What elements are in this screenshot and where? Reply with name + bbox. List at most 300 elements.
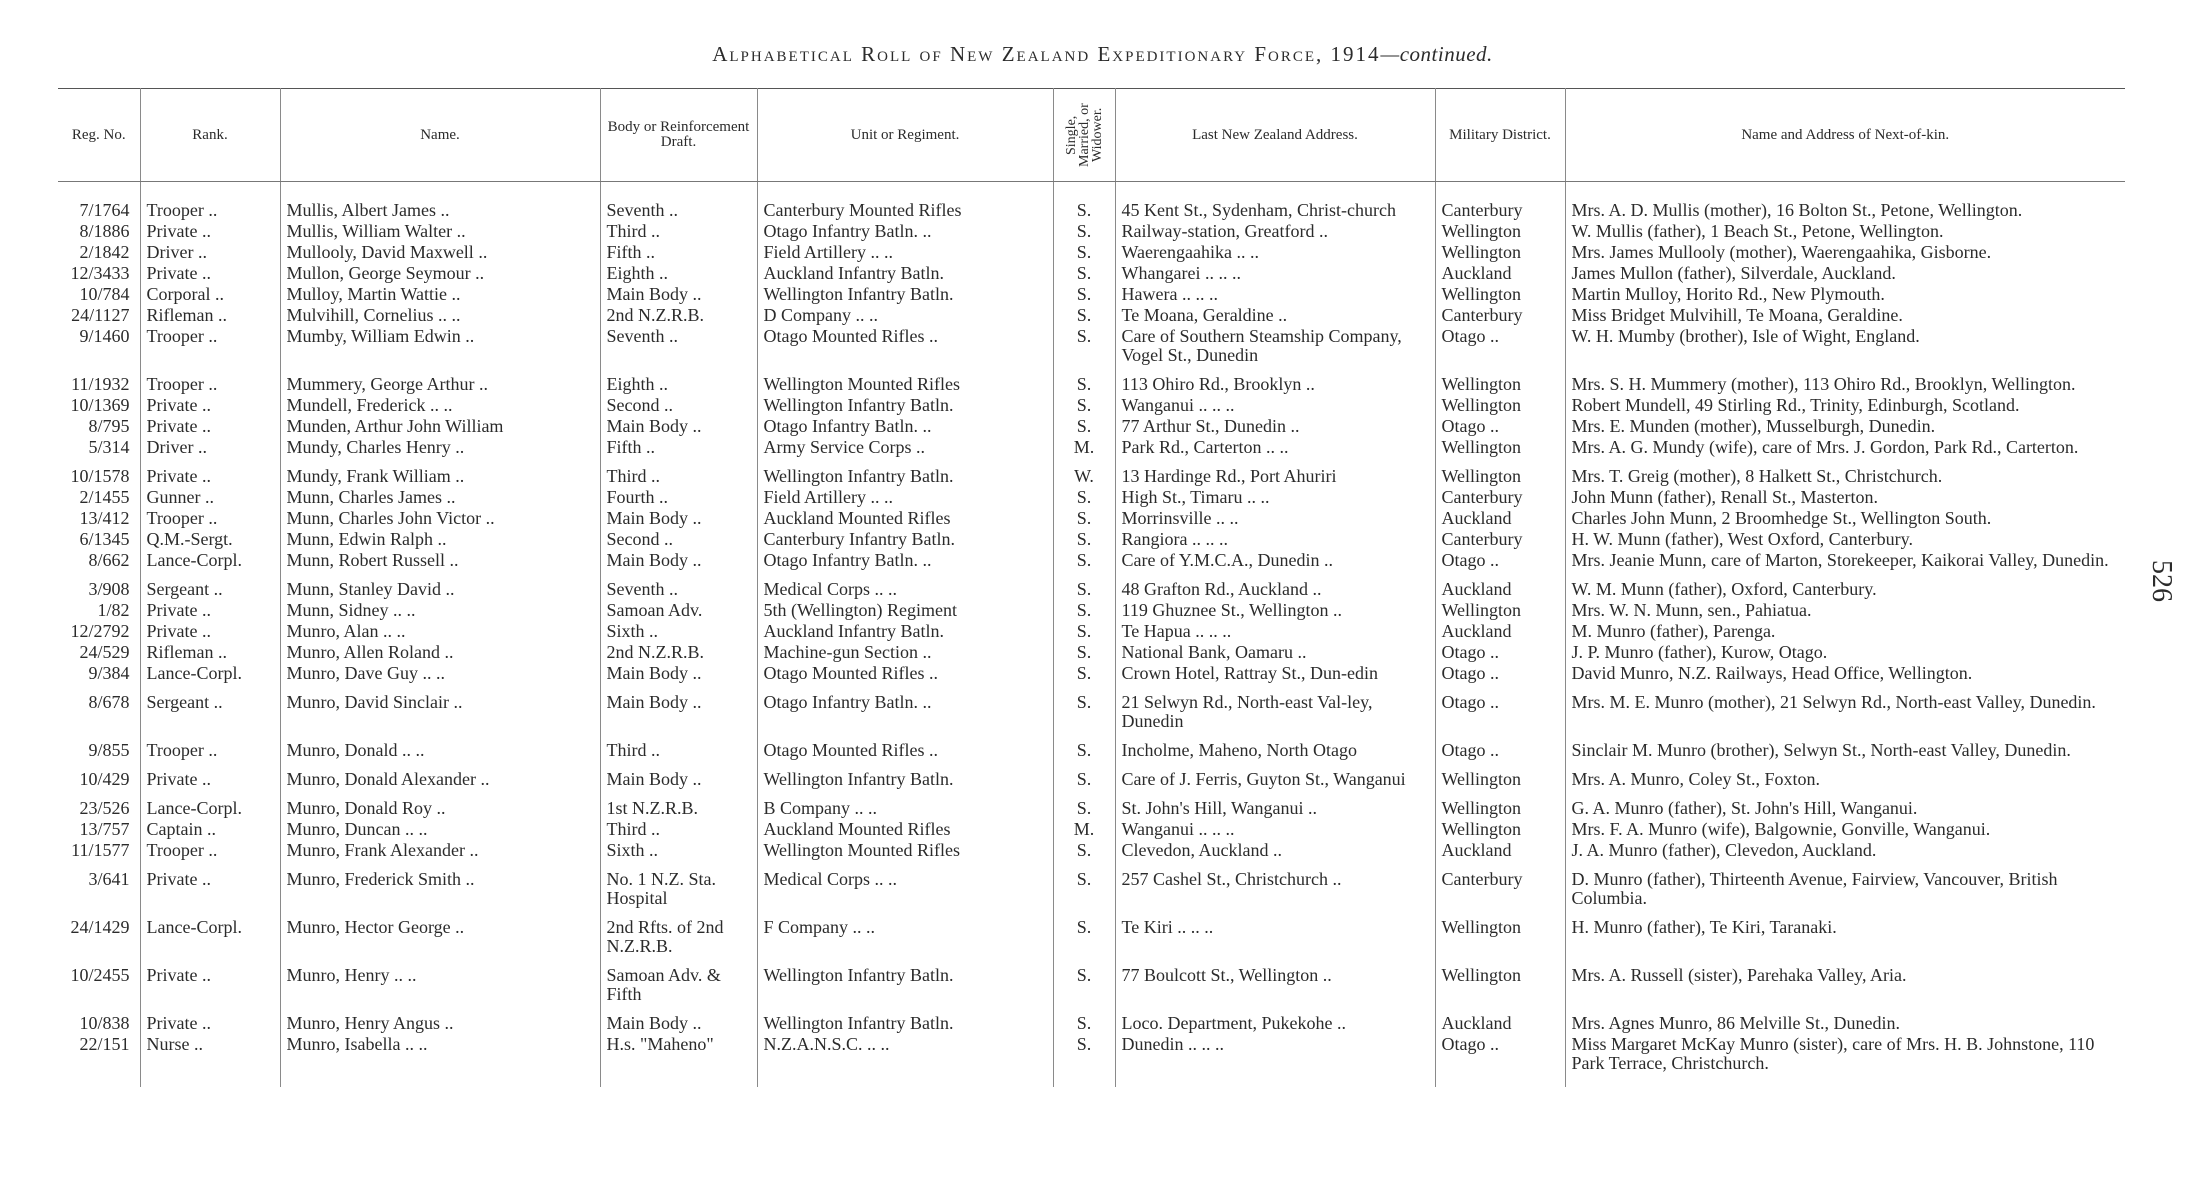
rank-cell: Sergeant .. <box>140 571 280 600</box>
reg-no-cell: 10/838 <box>79 1013 130 1033</box>
unit-cell: Otago Infantry Batln. .. <box>757 550 1053 571</box>
name-cell: Munn, Charles John Victor .. <box>280 508 600 529</box>
rank-cell: Driver .. <box>140 437 280 458</box>
reg-no-cell: 10/1578 <box>70 466 130 486</box>
rank-cell: Private .. <box>140 600 280 621</box>
district-cell: Wellington <box>1435 437 1565 458</box>
table-row <box>58 663 2125 684</box>
reg-no-cell: 8/678 <box>88 692 130 712</box>
name-cell: Munn, Edwin Ralph .. <box>280 529 600 550</box>
status-cell: S. <box>1053 909 1115 957</box>
address-cell: High St., Timaru .. .. <box>1115 487 1435 508</box>
name-cell: Munden, Arthur John William <box>280 416 600 437</box>
reg-no-cell: 12/2792 <box>70 621 130 641</box>
unit-cell: B Company .. .. <box>757 790 1053 819</box>
name-cell: Munro, Hector George .. <box>280 909 600 957</box>
table-row <box>58 684 2125 732</box>
unit-cell: Otago Mounted Rifles .. <box>757 326 1053 366</box>
status-cell: S. <box>1053 200 1115 221</box>
name-cell: Mundy, Charles Henry .. <box>280 437 600 458</box>
rank-cell: Private .. <box>140 861 280 909</box>
status-cell: S. <box>1053 263 1115 284</box>
rank-cell: Lance-Corpl. <box>140 663 280 684</box>
address-cell: Te Hapua .. .. .. <box>1115 621 1435 642</box>
status-cell: S. <box>1053 642 1115 663</box>
rank-cell: Private .. <box>140 395 280 416</box>
name-cell: Mundell, Frederick .. .. <box>280 395 600 416</box>
name-cell: Munro, Henry Angus .. <box>280 1005 600 1034</box>
address-cell: Railway-station, Greatford .. <box>1115 221 1435 242</box>
status-cell: S. <box>1053 508 1115 529</box>
page-title: Alphabetical Roll of New Zealand Expeditionary Force, 1914—continued. <box>712 42 1493 66</box>
unit-cell: Machine-gun Section .. <box>757 642 1053 663</box>
unit-cell: Otago Mounted Rifles .. <box>757 732 1053 761</box>
table-row <box>58 416 2125 437</box>
address-cell: Care of Southern Steamship Company, Vogel St., Dunedin <box>1115 326 1435 366</box>
reg-no-cell: 13/757 <box>79 819 130 839</box>
body-cell: Seventh .. <box>600 200 757 221</box>
unit-cell: Medical Corps .. .. <box>757 571 1053 600</box>
table-row <box>58 263 2125 284</box>
status-cell: S. <box>1053 861 1115 909</box>
address-cell: Rangiora .. .. .. <box>1115 529 1435 550</box>
body-cell: Eighth .. <box>600 366 757 395</box>
next-of-kin-cell: Mrs. Jeanie Munn, care of Marton, Storekeeper, Kaikorai Valley, Dunedin. <box>1565 550 2125 571</box>
status-cell: M. <box>1053 437 1115 458</box>
header-name: Name. <box>280 89 600 182</box>
district-cell: Wellington <box>1435 284 1565 305</box>
next-of-kin-cell: James Mullon (father), Silverdale, Auckland. <box>1565 263 2125 284</box>
district-cell: Canterbury <box>1435 305 1565 326</box>
address-cell: Dunedin .. .. .. <box>1115 1034 1435 1087</box>
address-cell: 13 Hardinge Rd., Port Ahuriri <box>1115 458 1435 487</box>
name-cell: Munro, Henry .. .. <box>280 957 600 1005</box>
spacer-cell <box>280 182 600 201</box>
table-row <box>58 395 2125 416</box>
body-cell: Main Body .. <box>600 761 757 790</box>
header-rank: Rank. <box>140 89 280 182</box>
address-cell: Wanganui .. .. .. <box>1115 395 1435 416</box>
district-cell: Auckland <box>1435 571 1565 600</box>
reg-no-cell: 12/3433 <box>70 263 130 283</box>
reg-no-cell: 10/784 <box>79 284 130 304</box>
rank-cell: Trooper .. <box>140 840 280 861</box>
status-cell: S. <box>1053 284 1115 305</box>
unit-cell: Otago Infantry Batln. .. <box>757 221 1053 242</box>
reg-no-cell: 2/1842 <box>79 242 130 262</box>
status-cell: S. <box>1053 761 1115 790</box>
address-cell: Crown Hotel, Rattray St., Dun-edin <box>1115 663 1435 684</box>
body-cell: Second .. <box>600 395 757 416</box>
table-row <box>58 529 2125 550</box>
name-cell: Munro, Alan .. .. <box>280 621 600 642</box>
unit-cell: Otago Mounted Rifles .. <box>757 663 1053 684</box>
name-cell: Munro, Isabella .. .. <box>280 1034 600 1087</box>
name-cell: Munn, Robert Russell .. <box>280 550 600 571</box>
body-cell: Sixth .. <box>600 840 757 861</box>
unit-cell: Auckland Infantry Batln. <box>757 263 1053 284</box>
district-cell: Wellington <box>1435 395 1565 416</box>
unit-cell: D Company .. .. <box>757 305 1053 326</box>
name-cell: Mullis, Albert James .. <box>280 200 600 221</box>
district-cell: Auckland <box>1435 508 1565 529</box>
address-cell: 45 Kent St., Sydenham, Christ-church <box>1115 200 1435 221</box>
district-cell: Otago .. <box>1435 416 1565 437</box>
rank-cell: Rifleman .. <box>140 642 280 663</box>
header-address: Last New Zealand Address. <box>1115 89 1435 182</box>
header-row <box>58 89 2125 182</box>
table-row <box>58 458 2125 487</box>
next-of-kin-cell: W. Mullis (father), 1 Beach St., Petone, Wellington. <box>1565 221 2125 242</box>
rank-cell: Private .. <box>140 957 280 1005</box>
reg-no-cell: 23/526 <box>79 798 130 818</box>
address-cell: Whangarei .. .. .. <box>1115 263 1435 284</box>
body-cell: No. 1 N.Z. Sta. Hospital <box>600 861 757 909</box>
name-cell: Munro, Allen Roland .. <box>280 642 600 663</box>
next-of-kin-cell: Mrs. T. Greig (mother), 8 Halkett St., Christchurch. <box>1565 458 2125 487</box>
next-of-kin-cell: Miss Bridget Mulvihill, Te Moana, Geraldine. <box>1565 305 2125 326</box>
name-cell: Mumby, William Edwin .. <box>280 326 600 366</box>
body-cell: Main Body .. <box>600 416 757 437</box>
rank-cell: Rifleman .. <box>140 305 280 326</box>
roll-table <box>58 88 2125 1087</box>
address-cell: Wanganui .. .. .. <box>1115 819 1435 840</box>
unit-cell: Wellington Infantry Batln. <box>757 1005 1053 1034</box>
unit-cell: Wellington Infantry Batln. <box>757 395 1053 416</box>
next-of-kin-cell: Mrs. Agnes Munro, 86 Melville St., Dunedin. <box>1565 1005 2125 1034</box>
next-of-kin-cell: Mrs. A. Russell (sister), Parehaka Valley, Aria. <box>1565 957 2125 1005</box>
address-cell: Waerengaahika .. .. <box>1115 242 1435 263</box>
name-cell: Mummery, George Arthur .. <box>280 366 600 395</box>
unit-cell: Field Artillery .. .. <box>757 487 1053 508</box>
rank-cell: Lance-Corpl. <box>140 909 280 957</box>
table-row <box>58 284 2125 305</box>
header-reg-no: Reg. No. <box>58 89 140 182</box>
reg-no-cell: 24/1127 <box>71 305 130 325</box>
next-of-kin-cell: W. H. Mumby (brother), Isle of Wight, England. <box>1565 326 2125 366</box>
district-cell: Auckland <box>1435 1005 1565 1034</box>
unit-cell: Field Artillery .. .. <box>757 242 1053 263</box>
address-cell: Care of J. Ferris, Guyton St., Wanganui <box>1115 761 1435 790</box>
next-of-kin-cell: Mrs. A. G. Mundy (wife), care of Mrs. J. Gordon, Park Rd., Carterton. <box>1565 437 2125 458</box>
address-cell: Hawera .. .. .. <box>1115 284 1435 305</box>
body-cell: Samoan Adv. <box>600 600 757 621</box>
status-cell: S. <box>1053 487 1115 508</box>
reg-no-cell: 8/1886 <box>79 221 130 241</box>
district-cell: Wellington <box>1435 458 1565 487</box>
reg-no-cell: 11/1932 <box>71 374 130 394</box>
spacer-cell <box>58 182 140 201</box>
address-cell: Care of Y.M.C.A., Dunedin .. <box>1115 550 1435 571</box>
body-cell: Fifth .. <box>600 242 757 263</box>
status-cell: S. <box>1053 1034 1115 1087</box>
table-row <box>58 571 2125 600</box>
reg-no-cell: 10/1369 <box>70 395 130 415</box>
status-cell: S. <box>1053 600 1115 621</box>
next-of-kin-cell: H. Munro (father), Te Kiri, Taranaki. <box>1565 909 2125 957</box>
address-cell: Incholme, Maheno, North Otago <box>1115 732 1435 761</box>
rank-cell: Captain .. <box>140 819 280 840</box>
district-cell: Canterbury <box>1435 861 1565 909</box>
rank-cell: Driver .. <box>140 242 280 263</box>
reg-no-cell: 11/1577 <box>71 840 130 860</box>
spacer-cell <box>757 182 1053 201</box>
status-cell: S. <box>1053 663 1115 684</box>
address-cell: 48 Grafton Rd., Auckland .. <box>1115 571 1435 600</box>
next-of-kin-cell: Mrs. M. E. Munro (mother), 21 Selwyn Rd., North-east Valley, Dunedin. <box>1565 684 2125 732</box>
table-row <box>58 437 2125 458</box>
next-of-kin-cell: Mrs. E. Munden (mother), Musselburgh, Dunedin. <box>1565 416 2125 437</box>
spacer-cell <box>1053 182 1115 201</box>
body-cell: 1st N.Z.R.B. <box>600 790 757 819</box>
body-cell: 2nd N.Z.R.B. <box>600 305 757 326</box>
district-cell: Wellington <box>1435 819 1565 840</box>
name-cell: Munn, Sidney .. .. <box>280 600 600 621</box>
reg-no-cell: 22/151 <box>79 1034 130 1054</box>
table-row <box>58 819 2125 840</box>
rank-cell: Trooper .. <box>140 326 280 366</box>
address-cell: 77 Arthur St., Dunedin .. <box>1115 416 1435 437</box>
reg-no-cell: 13/412 <box>79 508 130 528</box>
table-row <box>58 642 2125 663</box>
reg-no-cell: 10/2455 <box>70 965 130 985</box>
next-of-kin-cell: Miss Margaret McKay Munro (sister), care of Mrs. H. B. Johnstone, 110 Park Terrace, Christchurch. <box>1565 1034 2125 1087</box>
name-cell: Munro, Frank Alexander .. <box>280 840 600 861</box>
reg-no-cell: 9/855 <box>88 740 130 760</box>
unit-cell: Auckland Mounted Rifles <box>757 508 1053 529</box>
body-cell: Seventh .. <box>600 571 757 600</box>
district-cell: Wellington <box>1435 761 1565 790</box>
address-cell: St. John's Hill, Wanganui .. <box>1115 790 1435 819</box>
next-of-kin-cell: M. Munro (father), Parenga. <box>1565 621 2125 642</box>
district-cell: Canterbury <box>1435 529 1565 550</box>
rank-cell: Trooper .. <box>140 366 280 395</box>
unit-cell: Medical Corps .. .. <box>757 861 1053 909</box>
body-cell: Main Body .. <box>600 684 757 732</box>
reg-no-cell: 1/82 <box>97 600 130 620</box>
status-cell: S. <box>1053 529 1115 550</box>
district-cell: Wellington <box>1435 790 1565 819</box>
body-cell: Seventh .. <box>600 326 757 366</box>
table-row <box>58 200 2125 221</box>
address-cell: Morrinsville .. .. <box>1115 508 1435 529</box>
next-of-kin-cell: John Munn (father), Renall St., Masterton. <box>1565 487 2125 508</box>
reg-no-cell: 3/641 <box>88 869 130 889</box>
address-cell: 113 Ohiro Rd., Brooklyn .. <box>1115 366 1435 395</box>
rank-cell: Lance-Corpl. <box>140 790 280 819</box>
header-body: Body or Reinforcement Draft. <box>600 89 757 182</box>
district-cell: Auckland <box>1435 621 1565 642</box>
body-cell: 2nd N.Z.R.B. <box>600 642 757 663</box>
body-cell: Sixth .. <box>600 621 757 642</box>
reg-no-cell: 3/908 <box>88 579 130 599</box>
next-of-kin-cell: Robert Mundell, 49 Stirling Rd., Trinity, Edinburgh, Scotland. <box>1565 395 2125 416</box>
reg-no-cell: 8/795 <box>88 416 130 436</box>
unit-cell: Otago Infantry Batln. .. <box>757 416 1053 437</box>
name-cell: Mullooly, David Maxwell .. <box>280 242 600 263</box>
table-row <box>58 550 2125 571</box>
body-cell: Main Body .. <box>600 508 757 529</box>
header-status: Single, Married, or Widower. <box>1053 89 1115 182</box>
district-cell: Wellington <box>1435 909 1565 957</box>
status-cell: S. <box>1053 305 1115 326</box>
body-cell: Third .. <box>600 732 757 761</box>
unit-cell: 5th (Wellington) Regiment <box>757 600 1053 621</box>
table-row <box>58 305 2125 326</box>
district-cell: Auckland <box>1435 840 1565 861</box>
status-cell: S. <box>1053 684 1115 732</box>
status-cell: S. <box>1053 242 1115 263</box>
body-cell: Eighth .. <box>600 263 757 284</box>
body-cell: Third .. <box>600 819 757 840</box>
body-cell: Third .. <box>600 458 757 487</box>
table-row <box>58 732 2125 761</box>
address-cell: Te Moana, Geraldine .. <box>1115 305 1435 326</box>
district-cell: Wellington <box>1435 600 1565 621</box>
district-cell: Wellington <box>1435 221 1565 242</box>
table-row <box>58 508 2125 529</box>
status-cell: M. <box>1053 819 1115 840</box>
status-cell: S. <box>1053 550 1115 571</box>
address-cell: Clevedon, Auckland .. <box>1115 840 1435 861</box>
reg-no-cell: 24/529 <box>79 642 130 662</box>
body-cell: Main Body .. <box>600 550 757 571</box>
unit-cell: Otago Infantry Batln. .. <box>757 684 1053 732</box>
district-cell: Otago .. <box>1435 684 1565 732</box>
rank-cell: Private .. <box>140 263 280 284</box>
next-of-kin-cell: Mrs. James Mullooly (mother), Waerengaahika, Gisborne. <box>1565 242 2125 263</box>
next-of-kin-cell: Mrs. A. Munro, Coley St., Foxton. <box>1565 761 2125 790</box>
address-cell: Loco. Department, Pukekohe .. <box>1115 1005 1435 1034</box>
rank-cell: Private .. <box>140 221 280 242</box>
body-cell: Fifth .. <box>600 437 757 458</box>
next-of-kin-cell: Mrs. F. A. Munro (wife), Balgownie, Gonville, Wanganui. <box>1565 819 2125 840</box>
rank-cell: Corporal .. <box>140 284 280 305</box>
spacer-cell <box>1435 182 1565 201</box>
next-of-kin-cell: W. M. Munn (father), Oxford, Canterbury. <box>1565 571 2125 600</box>
next-of-kin-cell: J. P. Munro (father), Kurow, Otago. <box>1565 642 2125 663</box>
address-cell: 77 Boulcott St., Wellington .. <box>1115 957 1435 1005</box>
rank-cell: Q.M.-Sergt. <box>140 529 280 550</box>
body-cell: Fourth .. <box>600 487 757 508</box>
header-district: Military District. <box>1435 89 1565 182</box>
status-cell: S. <box>1053 732 1115 761</box>
unit-cell: Wellington Infantry Batln. <box>757 761 1053 790</box>
next-of-kin-cell: D. Munro (father), Thirteenth Avenue, Fairview, Vancouver, British Columbia. <box>1565 861 2125 909</box>
name-cell: Munn, Charles James .. <box>280 487 600 508</box>
name-cell: Mullon, George Seymour .. <box>280 263 600 284</box>
unit-cell: F Company .. .. <box>757 909 1053 957</box>
reg-no-cell: 9/384 <box>88 663 130 683</box>
address-cell: National Bank, Oamaru .. <box>1115 642 1435 663</box>
district-cell: Auckland <box>1435 263 1565 284</box>
district-cell: Canterbury <box>1435 200 1565 221</box>
district-cell: Otago .. <box>1435 732 1565 761</box>
status-cell: W. <box>1053 458 1115 487</box>
status-cell: S. <box>1053 1005 1115 1034</box>
table-row <box>58 840 2125 861</box>
table-row <box>58 1005 2125 1034</box>
rank-cell: Nurse .. <box>140 1034 280 1087</box>
name-cell: Munro, Donald Roy .. <box>280 790 600 819</box>
reg-no-cell: 7/1764 <box>79 200 130 220</box>
reg-no-cell: 10/429 <box>79 769 130 789</box>
table-row <box>58 326 2125 366</box>
spacer-cell <box>140 182 280 201</box>
unit-cell: Canterbury Infantry Batln. <box>757 529 1053 550</box>
status-cell: S. <box>1053 571 1115 600</box>
name-cell: Munro, Donald .. .. <box>280 732 600 761</box>
name-cell: Mullis, William Walter .. <box>280 221 600 242</box>
reg-no-cell: 24/1429 <box>70 917 130 937</box>
name-cell: Mulloy, Martin Wattie .. <box>280 284 600 305</box>
next-of-kin-cell: Mrs. S. H. Mummery (mother), 113 Ohiro Rd., Brooklyn, Wellington. <box>1565 366 2125 395</box>
unit-cell: N.Z.A.N.S.C. .. .. <box>757 1034 1053 1087</box>
table-row <box>58 366 2125 395</box>
name-cell: Mundy, Frank William .. <box>280 458 600 487</box>
table-row <box>58 909 2125 957</box>
unit-cell: Wellington Mounted Rifles <box>757 366 1053 395</box>
spacer-cell <box>1565 182 2125 201</box>
address-cell: 21 Selwyn Rd., North-east Val-ley, Dunedin <box>1115 684 1435 732</box>
name-cell: Munro, David Sinclair .. <box>280 684 600 732</box>
rank-cell: Sergeant .. <box>140 684 280 732</box>
body-cell: Second .. <box>600 529 757 550</box>
reg-no-cell: 6/1345 <box>79 529 130 549</box>
status-cell: S. <box>1053 840 1115 861</box>
address-cell: 257 Cashel St., Christchurch .. <box>1115 861 1435 909</box>
name-cell: Munro, Donald Alexander .. <box>280 761 600 790</box>
table-row <box>58 487 2125 508</box>
unit-cell: Auckland Mounted Rifles <box>757 819 1053 840</box>
name-cell: Mulvihill, Cornelius .. .. <box>280 305 600 326</box>
body-cell: H.s. "Maheno" <box>600 1034 757 1087</box>
rank-cell: Private .. <box>140 416 280 437</box>
reg-no-cell: 9/1460 <box>79 326 130 346</box>
table-row <box>58 221 2125 242</box>
header-next-of-kin: Name and Address of Next-of-kin. <box>1565 89 2125 182</box>
name-cell: Munn, Stanley David .. <box>280 571 600 600</box>
next-of-kin-cell: J. A. Munro (father), Clevedon, Auckland. <box>1565 840 2125 861</box>
district-cell: Otago .. <box>1435 663 1565 684</box>
district-cell: Otago .. <box>1435 550 1565 571</box>
name-cell: Munro, Duncan .. .. <box>280 819 600 840</box>
district-cell: Canterbury <box>1435 487 1565 508</box>
status-cell: S. <box>1053 326 1115 366</box>
rank-cell: Trooper .. <box>140 200 280 221</box>
body-cell: Main Body .. <box>600 284 757 305</box>
roll-body <box>58 182 2125 1088</box>
district-cell: Wellington <box>1435 242 1565 263</box>
table-row <box>58 761 2125 790</box>
status-cell: S. <box>1053 366 1115 395</box>
district-cell: Otago .. <box>1435 326 1565 366</box>
next-of-kin-cell: Charles John Munn, 2 Broomhedge St., Wellington South. <box>1565 508 2125 529</box>
page-number: 526 <box>2146 560 2177 602</box>
unit-cell: Canterbury Mounted Rifles <box>757 200 1053 221</box>
status-cell: S. <box>1053 621 1115 642</box>
table-row <box>58 1034 2125 1087</box>
next-of-kin-cell: G. A. Munro (father), St. John's Hill, Wanganui. <box>1565 790 2125 819</box>
rank-cell: Private .. <box>140 1005 280 1034</box>
body-cell: Main Body .. <box>600 663 757 684</box>
table-row <box>58 957 2125 1005</box>
rank-cell: Private .. <box>140 761 280 790</box>
body-cell: Main Body .. <box>600 1005 757 1034</box>
body-cell: Samoan Adv. & Fifth <box>600 957 757 1005</box>
status-cell: S. <box>1053 395 1115 416</box>
unit-cell: Army Service Corps .. <box>757 437 1053 458</box>
